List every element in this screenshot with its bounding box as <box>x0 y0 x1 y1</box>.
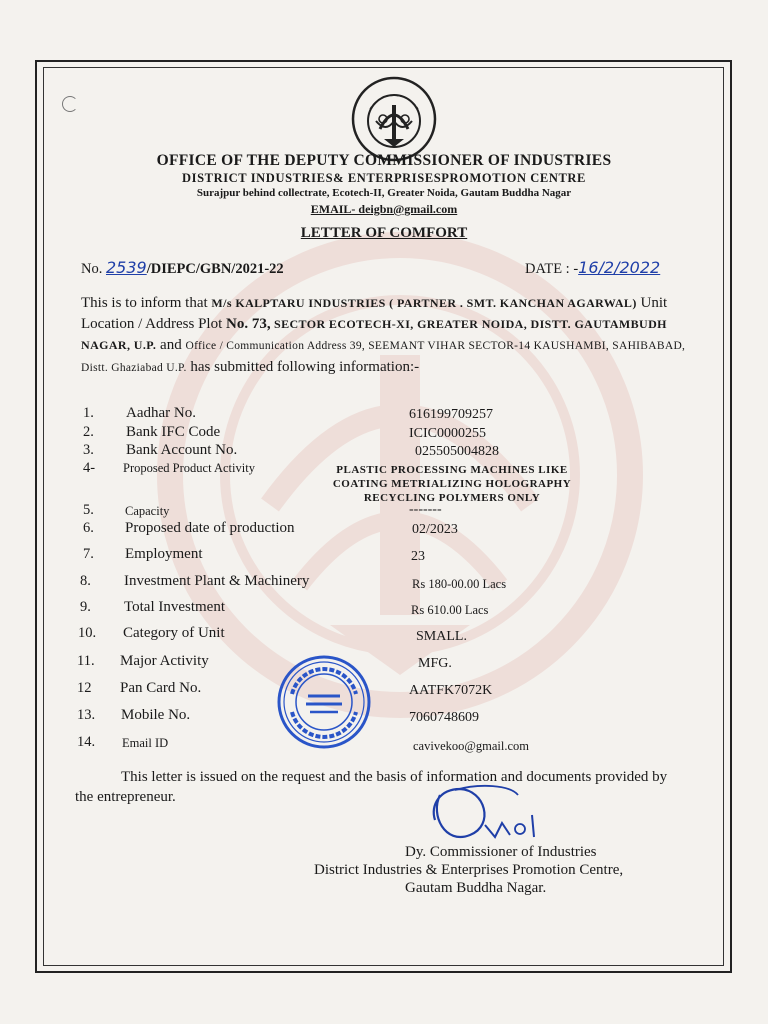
item-label: Total Investment <box>124 599 226 615</box>
item-label: Aadhar No. <box>126 405 196 421</box>
item-label: Capacity <box>125 504 170 518</box>
item-label: Proposed date of production <box>125 520 295 536</box>
item-number: 13. <box>77 707 96 723</box>
item-label: Investment Plant & Machinery <box>124 573 310 589</box>
item-number: 6. <box>83 520 94 536</box>
item-number: 11. <box>77 653 95 669</box>
item-value: 616199709257 <box>409 407 493 422</box>
office-address: Surajpur behind collectrate, Ecotech-II, Greater Noida, Gautam Buddha Nagar <box>196 187 572 199</box>
plot-number: No. 73, <box>226 316 271 332</box>
item-number: 9. <box>80 599 91 615</box>
item-number: 10. <box>78 625 97 641</box>
handwritten-date: 16/2/2022 <box>578 258 661 277</box>
item-value: cavivekoo@gmail.com <box>413 739 529 753</box>
item-value: 7060748609 <box>409 710 479 725</box>
reference-suffix: /DIEPC/GBN/2021-22 <box>146 261 284 277</box>
item-value: 025505004828 <box>415 444 499 459</box>
signatory-location: Gautam Buddha Nagar. <box>405 880 547 896</box>
item-value: ------- <box>409 502 442 517</box>
item-value: 23 <box>411 549 425 564</box>
item-number: 7. <box>83 546 94 562</box>
office-address-text: Office / Communication Address 39, SEEMANT VIHAR SECTOR-14 KAUSHAMBI, SAHIBABAD, Distt. Ghaziabad U.P. <box>81 340 686 374</box>
item-value: Rs 180-00.00 Lacs <box>412 577 507 591</box>
handwritten-number: 2539 <box>105 258 147 277</box>
item-number: 12 <box>77 680 92 696</box>
item-value: Rs 610.00 Lacs <box>411 603 489 617</box>
reference-number <box>81 258 284 278</box>
intro-paragraph: This is to inform that M/s KALPTARU INDUSTRIES ( PARTNER . SMT. KANCHAN AGARWAL) Unit Location / Address Plot No. 73, SECTOR ECOTECH-XI, GREATER NOIDA, DISTT. GAUTAMBUDH NAGAR, U.P. and Office / Communication Address 39, SEEMANT VIHAR SECTOR-14 KAUSHAMBI, SAHIBABAD, Distt. Ghaziabad U.P. has submitted following information:- <box>81 295 686 375</box>
item-label: Mobile No. <box>121 707 191 723</box>
item-value: AATFK7072K <box>409 683 493 698</box>
reference-prefix: No. <box>81 261 103 277</box>
item-value: ICIC0000255 <box>409 426 486 441</box>
date-line <box>525 258 660 278</box>
office-heading: OFFICE OF THE DEPUTY COMMISSIONER OF INDUSTRIES <box>156 152 612 169</box>
signatory-designation: Dy. Commissioner of Industries <box>405 844 597 860</box>
item-value: 02/2023 <box>412 522 458 537</box>
item-number: 4- <box>83 460 96 476</box>
item-value: MFG. <box>418 656 452 671</box>
centre-heading: DISTRICT INDUSTRIES& ENTERPRISESPROMOTION CENTRE <box>181 171 586 185</box>
office-seal-stamp-icon <box>276 654 372 750</box>
item-label: Employment <box>125 546 203 562</box>
item-number: 8. <box>80 573 91 589</box>
item-number: 14. <box>77 734 96 750</box>
handwritten-signature-icon <box>400 775 560 855</box>
item-label: Pan Card No. <box>120 680 202 696</box>
item-number: 1. <box>83 405 94 421</box>
company-name: M/s KALPTARU INDUSTRIES ( PARTNER . SMT. KANCHAN AGARWAL) <box>211 296 637 310</box>
item-label: Bank Account No. <box>126 442 238 458</box>
signatory-office: District Industries & Enterprises Promotion Centre, <box>314 862 624 878</box>
date-label: DATE : - <box>525 261 579 277</box>
item-label: Proposed Product Activity <box>123 461 255 475</box>
item-number: 5. <box>83 502 94 518</box>
state-emblem-icon <box>350 75 438 163</box>
corner-mark <box>62 96 78 112</box>
item-label: Category of Unit <box>123 625 225 641</box>
product-activity-value: PLASTIC PROCESSING MACHINES LIKE COATING METRIALIZING HOLOGRAPHY RECYCLING POLYMERS ONLY <box>332 464 572 504</box>
item-label: Major Activity <box>120 653 209 669</box>
item-label: Email ID <box>122 736 169 750</box>
item-label: Bank IFC Code <box>126 424 221 440</box>
closing-paragraph: This letter is issued on the request and the basis of information and documents provided by the entrepreneur. <box>75 769 668 805</box>
item-number: 3. <box>83 442 94 458</box>
document-title: LETTER OF COMFORT <box>300 225 468 241</box>
unit-address: SECTOR ECOTECH-XI, GREATER NOIDA, DISTT. GAUTAMBUDH NAGAR, U.P. <box>81 317 667 352</box>
item-number: 2. <box>83 424 94 440</box>
office-email: EMAIL- deigbn@gmail.com <box>310 202 458 216</box>
item-value: SMALL. <box>416 629 467 644</box>
